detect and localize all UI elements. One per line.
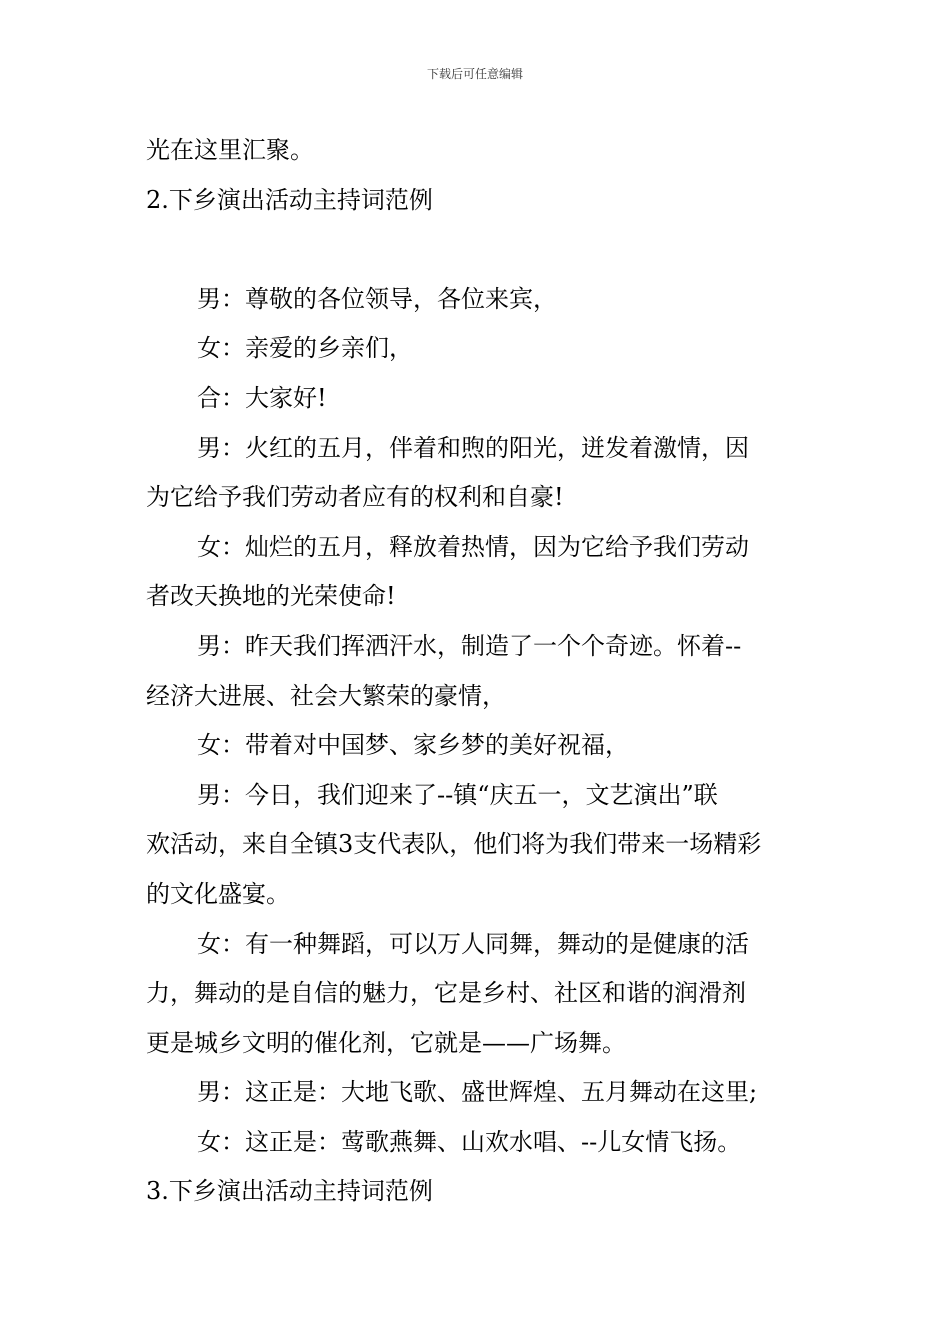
text-line: 更是城乡文明的催化剂，它就是——广场舞。: [146, 1028, 626, 1057]
text-line: 为它给予我们劳动者应有的权利和自豪!: [146, 483, 564, 512]
text-line: 欢活动，来自全镇3支代表队，他们将为我们带来一场精彩: [146, 830, 762, 859]
dialogue-line: 女：灿烂的五月，释放着热情，因为它给予我们劳动: [197, 532, 749, 561]
document-body: [146, 126, 811, 1217]
dialogue-line: 合：大家好!: [197, 383, 327, 412]
text-line: 经济大进展、社会大繁荣的豪情，: [146, 681, 506, 710]
section-heading: 3.下乡演出活动主持词范例: [146, 1177, 433, 1206]
text-line: 光在这里汇聚。: [146, 136, 314, 164]
page-header-note: 下载后可任意编辑: [426, 67, 523, 81]
dialogue-line: 男：昨天我们挥洒汗水，制造了一个个奇迹。怀着--: [197, 631, 742, 660]
dialogue-line: 男：这正是：大地飞歌、盛世辉煌、五月舞动在这里;: [197, 1078, 758, 1107]
text-line: 者改天换地的光荣使命!: [146, 582, 396, 611]
dialogue-line: 男：尊敬的各位领导，各位来宾，: [197, 284, 557, 313]
dialogue-line: 女：有一种舞蹈，可以万人同舞，舞动的是健康的活: [197, 929, 749, 958]
dialogue-line: 女：这正是：莺歌燕舞、山欢水唱、--儿女情飞扬。: [197, 1127, 742, 1156]
blank-line: [146, 225, 811, 275]
dialogue-line: 男：今日，我们迎来了--镇“庆五一，文艺演出”联: [197, 780, 718, 809]
text-line: 的文化盛宴。: [146, 879, 290, 908]
section-heading: 2.下乡演出活动主持词范例: [146, 185, 433, 214]
dialogue-line: 女：亲爱的乡亲们，: [197, 334, 413, 363]
dialogue-line: 女：带着对中国梦、家乡梦的美好祝福，: [197, 731, 629, 760]
dialogue-line: 男：火红的五月，伴着和煦的阳光，迸发着激情，因: [197, 433, 749, 462]
text-line: 力，舞动的是自信的魅力，它是乡村、社区和谐的润滑剂: [146, 979, 746, 1008]
